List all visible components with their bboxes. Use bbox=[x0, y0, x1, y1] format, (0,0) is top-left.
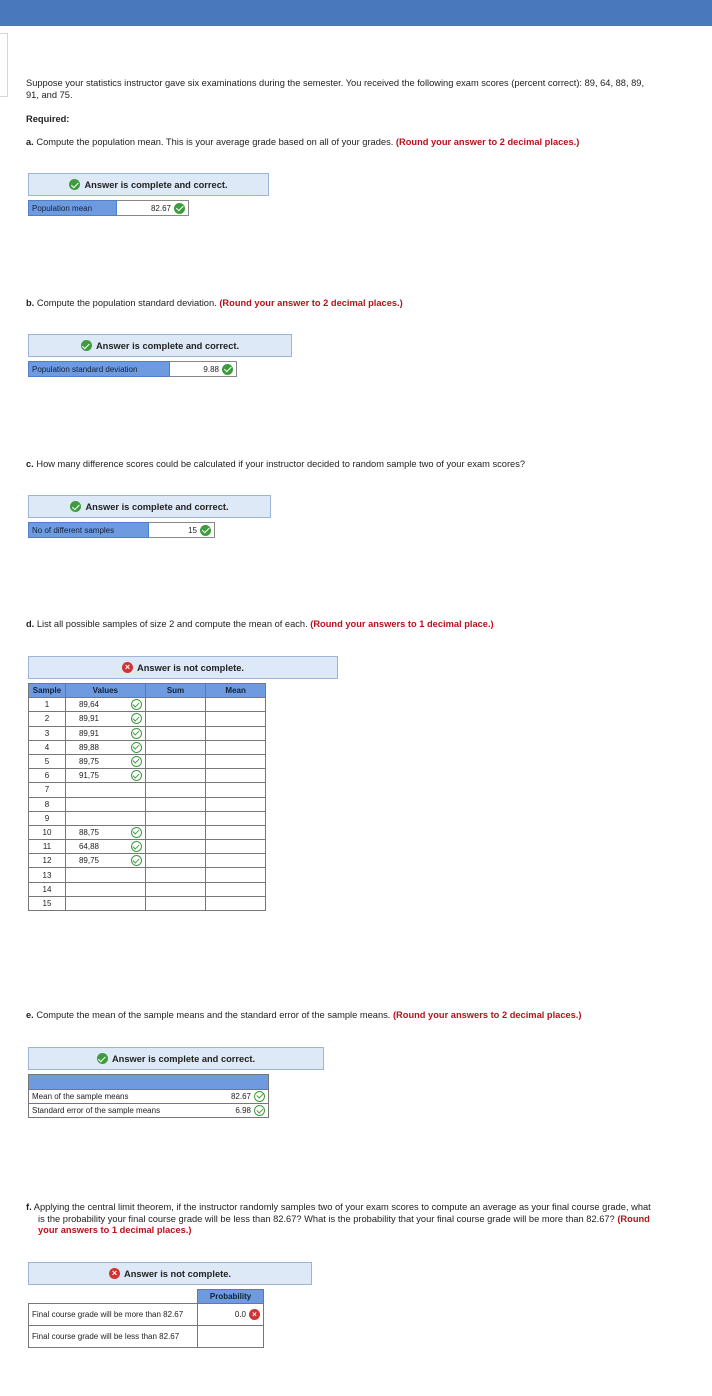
sample-mean-input[interactable] bbox=[206, 726, 266, 740]
sample-number: 12 bbox=[29, 854, 66, 868]
sample-values-input[interactable] bbox=[65, 825, 145, 839]
header-sample: Sample bbox=[29, 684, 66, 698]
mean-of-sample-means-input[interactable] bbox=[199, 1090, 269, 1104]
sample-values: 89,91 bbox=[78, 714, 100, 724]
field-value: 82.67 bbox=[150, 203, 171, 213]
field-value: 9.88 bbox=[203, 364, 219, 374]
question-c bbox=[26, 459, 686, 471]
row-value: 0.0 bbox=[234, 1310, 246, 1320]
status-banner-a bbox=[28, 173, 269, 196]
sample-mean-input[interactable] bbox=[206, 783, 266, 797]
sample-values-input[interactable] bbox=[65, 797, 145, 811]
sample-sum-input[interactable] bbox=[145, 797, 206, 811]
sample-mean-input[interactable] bbox=[206, 712, 266, 726]
probability-table bbox=[28, 1289, 264, 1348]
field-label: Population standard deviation bbox=[28, 361, 170, 377]
check-circle-icon bbox=[131, 728, 142, 739]
question-c-text: How many difference scores could be calculated if your instructor decided to random sample two of your exam scores? bbox=[36, 459, 526, 469]
table-row bbox=[29, 783, 266, 797]
status-banner-c bbox=[28, 495, 271, 518]
status-text: Answer is not complete. bbox=[124, 1268, 231, 1279]
sample-sum-input[interactable] bbox=[145, 712, 206, 726]
sample-values-input[interactable] bbox=[65, 769, 145, 783]
sample-sum-input[interactable] bbox=[145, 840, 206, 854]
sample-mean-input[interactable] bbox=[206, 769, 266, 783]
table-row bbox=[29, 754, 266, 768]
check-circle-icon bbox=[131, 713, 142, 724]
sample-means-table bbox=[28, 1074, 269, 1118]
sample-mean-input[interactable] bbox=[206, 825, 266, 839]
question-e bbox=[26, 1010, 686, 1022]
question-b-round: (Round your answer to 2 decimal places.) bbox=[219, 298, 403, 308]
sample-sum-input[interactable] bbox=[145, 740, 206, 754]
sample-number: 1 bbox=[29, 698, 66, 712]
sample-sum-input[interactable] bbox=[145, 825, 206, 839]
prob-less-row bbox=[29, 1326, 264, 1348]
check-circle-icon bbox=[131, 841, 142, 852]
header-values: Values bbox=[65, 684, 145, 698]
prob-more-row bbox=[29, 1304, 264, 1326]
standard-error-row bbox=[29, 1104, 269, 1118]
sample-sum-input[interactable] bbox=[145, 854, 206, 868]
sample-number: 13 bbox=[29, 868, 66, 882]
population-mean-input[interactable] bbox=[117, 200, 189, 216]
sample-sum-input[interactable] bbox=[145, 882, 206, 896]
sample-values: 64,88 bbox=[78, 842, 100, 852]
question-e-text: Compute the mean of the sample means and the standard error of the sample means. bbox=[36, 1010, 391, 1020]
question-b-label: b. bbox=[26, 298, 35, 308]
table-row bbox=[29, 840, 266, 854]
status-banner-b bbox=[28, 334, 292, 357]
sample-number: 7 bbox=[29, 783, 66, 797]
status-banner-f bbox=[28, 1262, 312, 1285]
table-row bbox=[29, 854, 266, 868]
question-b-text: Compute the population standard deviation. bbox=[36, 298, 217, 308]
sample-mean-input[interactable] bbox=[206, 868, 266, 882]
table-row bbox=[29, 740, 266, 754]
status-text: Answer is complete and correct. bbox=[84, 179, 228, 190]
problem-intro: Suppose your statistics instructor gave six examinations during the semester. You received the following exam scores (percent correct): 89, 64, 88, 89, 91, and 75. bbox=[26, 78, 645, 100]
sample-number: 8 bbox=[29, 797, 66, 811]
table-row bbox=[29, 868, 266, 882]
header-mean: Mean bbox=[206, 684, 266, 698]
sample-number: 3 bbox=[29, 726, 66, 740]
status-text: Answer is not complete. bbox=[137, 662, 244, 673]
status-text: Answer is complete and correct. bbox=[95, 340, 240, 351]
table-row bbox=[29, 811, 266, 825]
sample-means-header-row bbox=[29, 1075, 269, 1090]
sample-mean-input[interactable] bbox=[206, 754, 266, 768]
question-e-label: e. bbox=[26, 1010, 34, 1020]
sample-sum-input[interactable] bbox=[145, 769, 206, 783]
sample-sum-input[interactable] bbox=[145, 868, 206, 882]
table-row bbox=[29, 825, 266, 839]
sample-values-input[interactable] bbox=[65, 712, 145, 726]
table-row bbox=[29, 882, 266, 896]
check-circle-icon bbox=[131, 742, 142, 753]
table-row bbox=[29, 797, 266, 811]
sample-values-input[interactable] bbox=[65, 868, 145, 882]
field-row-population-mean bbox=[28, 200, 189, 216]
question-c-label: c. bbox=[26, 459, 34, 469]
field-row-different-samples bbox=[28, 522, 215, 538]
header-probability: Probability bbox=[198, 1290, 264, 1304]
question-a bbox=[26, 137, 686, 149]
sample-number: 14 bbox=[29, 882, 66, 896]
different-samples-input[interactable] bbox=[149, 522, 215, 538]
check-circle-icon bbox=[69, 179, 80, 190]
check-circle-icon bbox=[131, 756, 142, 767]
sample-number: 9 bbox=[29, 811, 66, 825]
sample-values-input[interactable] bbox=[65, 896, 145, 910]
sample-number: 6 bbox=[29, 769, 66, 783]
x-circle-icon: × bbox=[109, 1268, 120, 1279]
question-b bbox=[26, 298, 686, 310]
sample-values: 89,64 bbox=[78, 700, 100, 710]
header-sum: Sum bbox=[145, 684, 206, 698]
sample-values: 89,75 bbox=[78, 757, 100, 767]
required-heading: Required: bbox=[26, 114, 70, 124]
sample-values-input[interactable] bbox=[65, 882, 145, 896]
probability-header-row bbox=[29, 1290, 264, 1304]
x-circle-icon: × bbox=[122, 662, 133, 673]
sample-sum-input[interactable] bbox=[145, 783, 206, 797]
sample-mean-input[interactable] bbox=[206, 882, 266, 896]
check-circle-icon bbox=[222, 364, 233, 375]
sample-mean-input[interactable] bbox=[206, 896, 266, 910]
table-row bbox=[29, 726, 266, 740]
sample-number: 15 bbox=[29, 896, 66, 910]
question-a-round: (Round your answer to 2 decimal places.) bbox=[395, 137, 580, 147]
sample-sum-input[interactable] bbox=[145, 896, 206, 910]
prob-more-input[interactable] bbox=[198, 1304, 264, 1326]
sample-number: 11 bbox=[29, 840, 66, 854]
sample-sum-input[interactable] bbox=[145, 811, 206, 825]
question-f-round: (Round your answers to 1 decimal places.) bbox=[38, 1213, 650, 1235]
row-value: 82.67 bbox=[230, 1092, 251, 1102]
sample-values-input[interactable] bbox=[65, 740, 145, 754]
sample-mean-input[interactable] bbox=[206, 698, 266, 712]
field-label: No of different samples bbox=[28, 522, 149, 538]
sample-values-input[interactable] bbox=[65, 854, 145, 868]
sample-number: 5 bbox=[29, 754, 66, 768]
table-row bbox=[29, 769, 266, 783]
sample-mean-input[interactable] bbox=[206, 840, 266, 854]
sample-values: 89,91 bbox=[78, 728, 100, 738]
check-circle-icon bbox=[254, 1091, 265, 1102]
sample-mean-input[interactable] bbox=[206, 797, 266, 811]
sample-values: 89,88 bbox=[78, 742, 100, 752]
standard-error-input[interactable] bbox=[199, 1104, 269, 1118]
question-d-round: (Round your answers to 1 decimal place.) bbox=[310, 619, 494, 629]
header-blank bbox=[29, 1075, 269, 1090]
sample-sum-input[interactable] bbox=[145, 698, 206, 712]
field-value: 15 bbox=[188, 525, 197, 535]
sample-number: 2 bbox=[29, 712, 66, 726]
sample-sum-input[interactable] bbox=[145, 754, 206, 768]
check-circle-icon bbox=[254, 1105, 265, 1116]
question-f-text: Applying the central limit theorem, if the instructor randomly samples two of your exam scores to compute an average as your final course grade, what is the probability your final course grade will be less than 82.67? What is the probability that your final course grade will be more than 82.67? bbox=[33, 1202, 651, 1224]
status-text: Answer is complete and correct. bbox=[111, 1053, 256, 1064]
samples-table bbox=[28, 683, 266, 911]
check-circle-icon bbox=[131, 699, 142, 710]
check-circle-icon bbox=[131, 770, 142, 781]
question-f-label: f. bbox=[26, 1202, 32, 1212]
table-row bbox=[29, 712, 266, 726]
row-label: Mean of the sample means bbox=[29, 1090, 199, 1104]
sample-sum-input[interactable] bbox=[145, 726, 206, 740]
sample-values-input[interactable] bbox=[65, 726, 145, 740]
question-d-label: d. bbox=[26, 619, 35, 629]
check-circle-icon bbox=[131, 855, 142, 866]
prob-less-input[interactable] bbox=[198, 1326, 264, 1348]
sample-number: 10 bbox=[29, 825, 66, 839]
sample-values: 88,75 bbox=[78, 827, 100, 837]
row-value: 6.98 bbox=[235, 1106, 251, 1116]
check-circle-icon bbox=[174, 203, 185, 214]
question-a-label: a. bbox=[26, 137, 34, 147]
sample-values-input[interactable] bbox=[65, 783, 145, 797]
table-row bbox=[29, 698, 266, 712]
field-label: Population mean bbox=[28, 200, 117, 216]
mean-of-sample-means-row bbox=[29, 1090, 269, 1104]
status-banner-e bbox=[28, 1047, 324, 1070]
population-sd-input[interactable] bbox=[170, 361, 237, 377]
table-row bbox=[29, 896, 266, 910]
header-blank bbox=[29, 1290, 198, 1304]
question-f bbox=[26, 1202, 656, 1237]
sample-values-input[interactable] bbox=[65, 840, 145, 854]
sample-values-input[interactable] bbox=[65, 754, 145, 768]
sample-values: 91,75 bbox=[78, 771, 100, 781]
sample-number: 4 bbox=[29, 740, 66, 754]
check-circle-icon bbox=[70, 501, 81, 512]
top-header-bar bbox=[0, 0, 712, 26]
sample-values: 89,75 bbox=[78, 856, 100, 866]
check-circle-icon bbox=[97, 1053, 108, 1064]
row-label: Final course grade will be less than 82.67 bbox=[29, 1326, 198, 1348]
sample-mean-input[interactable] bbox=[206, 811, 266, 825]
row-label: Final course grade will be more than 82.67 bbox=[29, 1304, 198, 1326]
sample-values-input[interactable] bbox=[65, 811, 145, 825]
question-d-text: List all possible samples of size 2 and compute the mean of each. bbox=[36, 619, 308, 629]
samples-header-row bbox=[29, 684, 266, 698]
status-banner-d bbox=[28, 656, 338, 679]
question-d bbox=[26, 619, 686, 631]
check-circle-icon bbox=[200, 525, 211, 536]
field-row-population-sd bbox=[28, 361, 237, 377]
row-label: Standard error of the sample means bbox=[29, 1104, 199, 1118]
question-a-text: Compute the population mean. This is your average grade based on all of your grades. bbox=[36, 137, 394, 147]
sample-mean-input[interactable] bbox=[206, 740, 266, 754]
side-panel-tab[interactable] bbox=[0, 33, 8, 97]
x-circle-icon: × bbox=[249, 1309, 260, 1320]
check-circle-icon bbox=[81, 340, 92, 351]
status-text: Answer is complete and correct. bbox=[85, 501, 229, 512]
sample-values-input[interactable] bbox=[65, 698, 145, 712]
check-circle-icon bbox=[131, 827, 142, 838]
sample-mean-input[interactable] bbox=[206, 854, 266, 868]
question-e-round: (Round your answers to 2 decimal places.) bbox=[392, 1010, 582, 1020]
